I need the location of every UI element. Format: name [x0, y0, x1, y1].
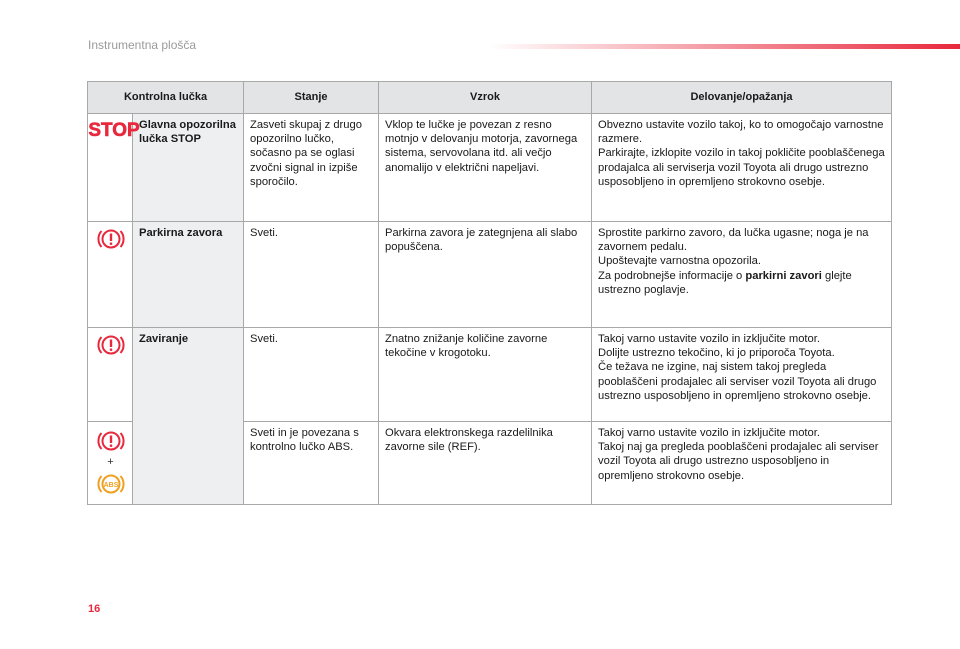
section-title: Instrumentna plošča	[88, 38, 197, 52]
svg-text:STOP: STOP	[88, 120, 140, 141]
action-ref-text: glejte ustrezno poglavje.	[598, 269, 852, 296]
cause-cell: Znatno znižanje količine zavorne tekočine v krogotoku.	[379, 328, 592, 422]
action-cell	[592, 422, 892, 505]
abs-icon	[96, 471, 126, 497]
action-line: Dolijte ustrezno tekočino, ki jo priporoča Toyota.	[598, 347, 835, 360]
action-ref-bold: parkirni zavori	[745, 269, 822, 282]
light-name: Zaviranje	[133, 328, 244, 505]
table-row	[88, 222, 892, 328]
action-line: Takoj naj ga pregleda pooblaščeni prodajalec ali serviser vozil Toyota ali drugo ustrezno usposobljeno in opremljeno strokovno osebje.	[598, 441, 879, 482]
action-line: Če težava ne izgine, naj sistem takoj pregleda pooblaščeni prodajalec ali serviser vozil Toyota ali drugo ustrezno usposobljeno in opremljeno strokovno osebje.	[598, 361, 877, 402]
brake-warning-icon	[96, 428, 126, 454]
icon-cell	[88, 422, 133, 505]
light-name: Glavna opozorilna lučka STOP	[133, 114, 244, 222]
icon-cell	[88, 328, 133, 422]
action-line: Parkirajte, izklopite vozilo in takoj pokličite pooblaščenega prodajalca ali serviserja vozil Toyota ali drugo ustrezno usposobljeno in opremljeno strokovno osebje.	[598, 147, 885, 188]
brake-warning-icon	[96, 226, 126, 252]
action-ref-text: Za podrobnejše informacije o	[598, 269, 746, 282]
cause-cell: Okvara elektronskega razdelilnika zavorne sile (REF).	[379, 422, 592, 505]
action-line: Takoj varno ustavite vozilo in izključite motor.	[598, 427, 820, 439]
header-accent-bar	[488, 44, 960, 49]
table-row	[88, 114, 892, 222]
brake-warning-icon	[96, 332, 126, 358]
action-cell	[592, 114, 892, 222]
page-number: 16	[88, 603, 101, 615]
action-line	[598, 269, 886, 297]
stop-icon	[88, 118, 140, 141]
table-header-row	[88, 82, 892, 114]
warning-lights-table	[87, 81, 892, 505]
action-cell	[592, 222, 892, 328]
column-header-action: Delovanje/opažanja	[592, 82, 892, 114]
action-line: Obvezno ustavite vozilo takoj, ko to omogočajo varnostne razmere.	[598, 119, 884, 146]
icon-cell	[88, 114, 140, 222]
cause-cell: Vklop te lučke je povezan z resno motnjo v delovanju motorja, zavornega sistema, servovolana itd. ali večjo anomalijo v električni napeljavi.	[379, 114, 592, 222]
action-line: Sprostite parkirno zavoro, da lučka ugasne; noga je na zavornem pedalu.	[598, 227, 869, 254]
column-header-light: Kontrolna lučka	[88, 82, 244, 114]
state-cell: Sveti.	[244, 222, 379, 328]
action-line: Upoštevajte varnostna opozorila.	[598, 255, 761, 268]
state-cell: Zasveti skupaj z drugo opozorilno lučko, sočasno pa se oglasi zvočni signal in izpiše sporočilo.	[244, 114, 379, 222]
cause-cell: Parkirna zavora je zategnjena ali slabo popuščena.	[379, 222, 592, 328]
light-name: Parkirna zavora	[133, 222, 244, 328]
column-header-state: Stanje	[244, 82, 379, 114]
plus-sign: +	[107, 456, 114, 468]
table-row	[88, 328, 892, 422]
action-cell	[592, 328, 892, 422]
column-header-cause: Vzrok	[379, 82, 592, 114]
state-cell: Sveti in je povezana s kontrolno lučko ABS.	[244, 422, 379, 505]
icon-cell	[88, 222, 133, 328]
action-line: Takoj varno ustavite vozilo in izključite motor.	[598, 333, 820, 345]
svg-text:ABS: ABS	[103, 481, 118, 489]
state-cell: Sveti.	[244, 328, 379, 422]
